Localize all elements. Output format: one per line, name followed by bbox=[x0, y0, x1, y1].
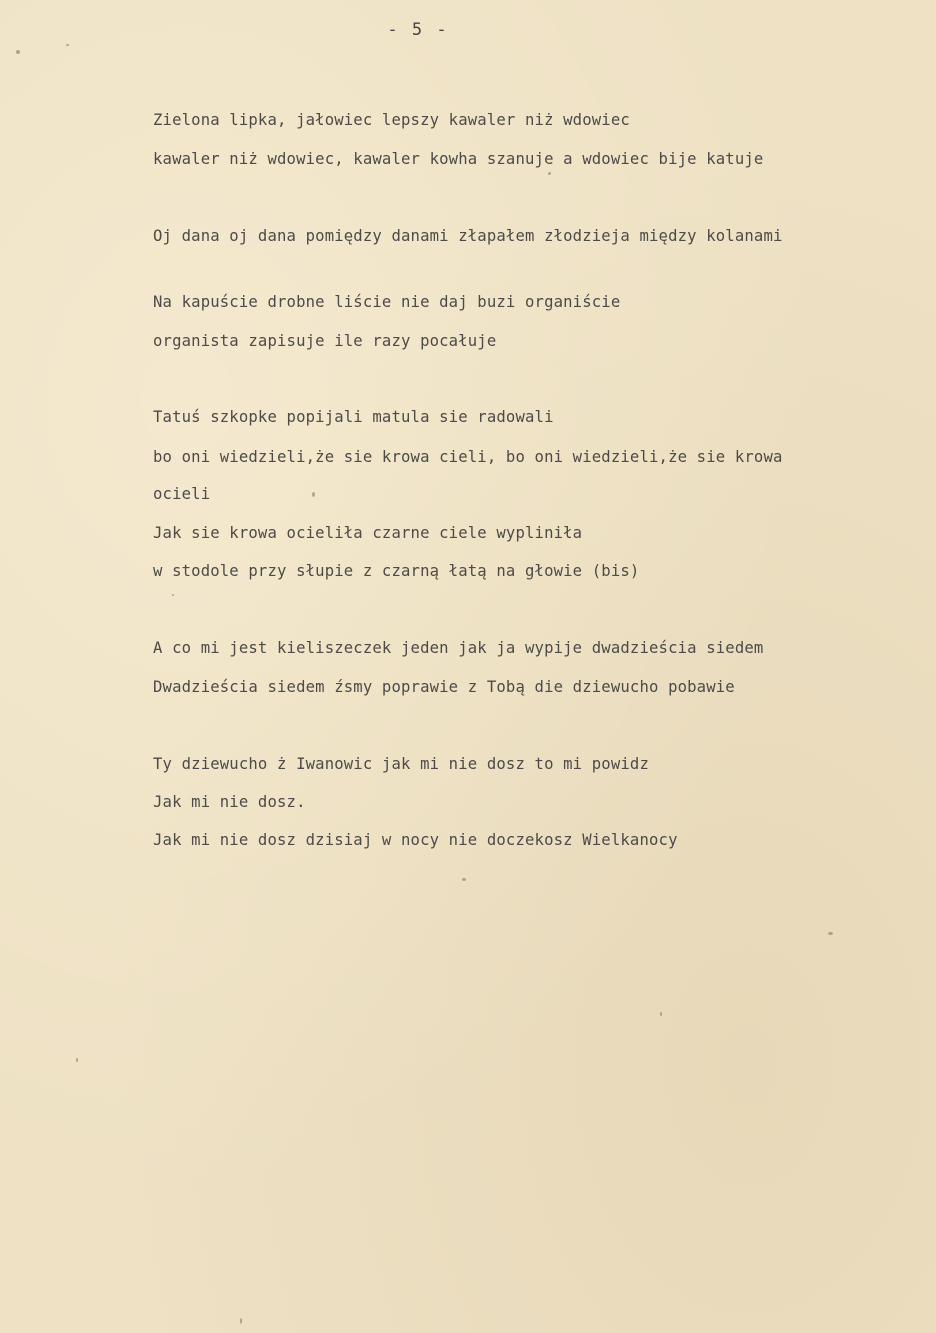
text-line: Dwadzieścia siedem źsmy poprawie z Tobą die dziewucho pobawie bbox=[153, 678, 735, 696]
paper-speck bbox=[548, 172, 551, 175]
text-line: A co mi jest kieliszeczek jeden jak ja wypije dwadzieścia siedem bbox=[153, 639, 764, 657]
text-line: kawaler niż wdowiec, kawaler kowha szanuje a wdowiec bije katuje bbox=[153, 150, 764, 168]
paper-speck bbox=[66, 44, 69, 46]
text-line: Oj dana oj dana pomiędzy danami złapałem złodzieja między kolanami bbox=[153, 227, 783, 245]
text-line: Jak mi nie dosz dzisiaj w nocy nie doczekosz Wielkanocy bbox=[153, 831, 678, 849]
text-line: Tatuś szkopke popijali matula sie radowali bbox=[153, 408, 554, 426]
text-line: Jak sie krowa ocieliła czarne ciele wypliniła bbox=[153, 524, 583, 542]
paper-speck bbox=[312, 492, 315, 497]
paper-speck bbox=[76, 1058, 78, 1062]
text-line: organista zapisuje ile razy pocałuje bbox=[153, 332, 497, 350]
text-line: w stodole przy słupie z czarną łatą na głowie (bis) bbox=[153, 562, 640, 580]
page-number: - 5 - bbox=[387, 20, 449, 40]
text-line: Jak mi nie dosz. bbox=[153, 793, 306, 811]
paper-speck bbox=[660, 1012, 662, 1016]
text-line: Na kapuście drobne liście nie daj buzi organiście bbox=[153, 293, 621, 311]
paper-speck bbox=[172, 594, 174, 596]
paper-speck bbox=[828, 932, 833, 935]
paper-speck bbox=[240, 1318, 242, 1324]
text-line: Ty dziewucho ż Iwanowic jak mi nie dosz to mi powidz bbox=[153, 755, 649, 773]
text-line: Zielona lipka, jałowiec lepszy kawaler niż wdowiec bbox=[153, 111, 630, 129]
text-line: bo oni wiedzieli,że sie krowa cieli, bo oni wiedzieli,że sie krowa bbox=[153, 448, 783, 466]
paper-speck bbox=[16, 50, 20, 54]
paper-speck bbox=[462, 878, 466, 881]
text-line: ocieli bbox=[153, 485, 211, 503]
